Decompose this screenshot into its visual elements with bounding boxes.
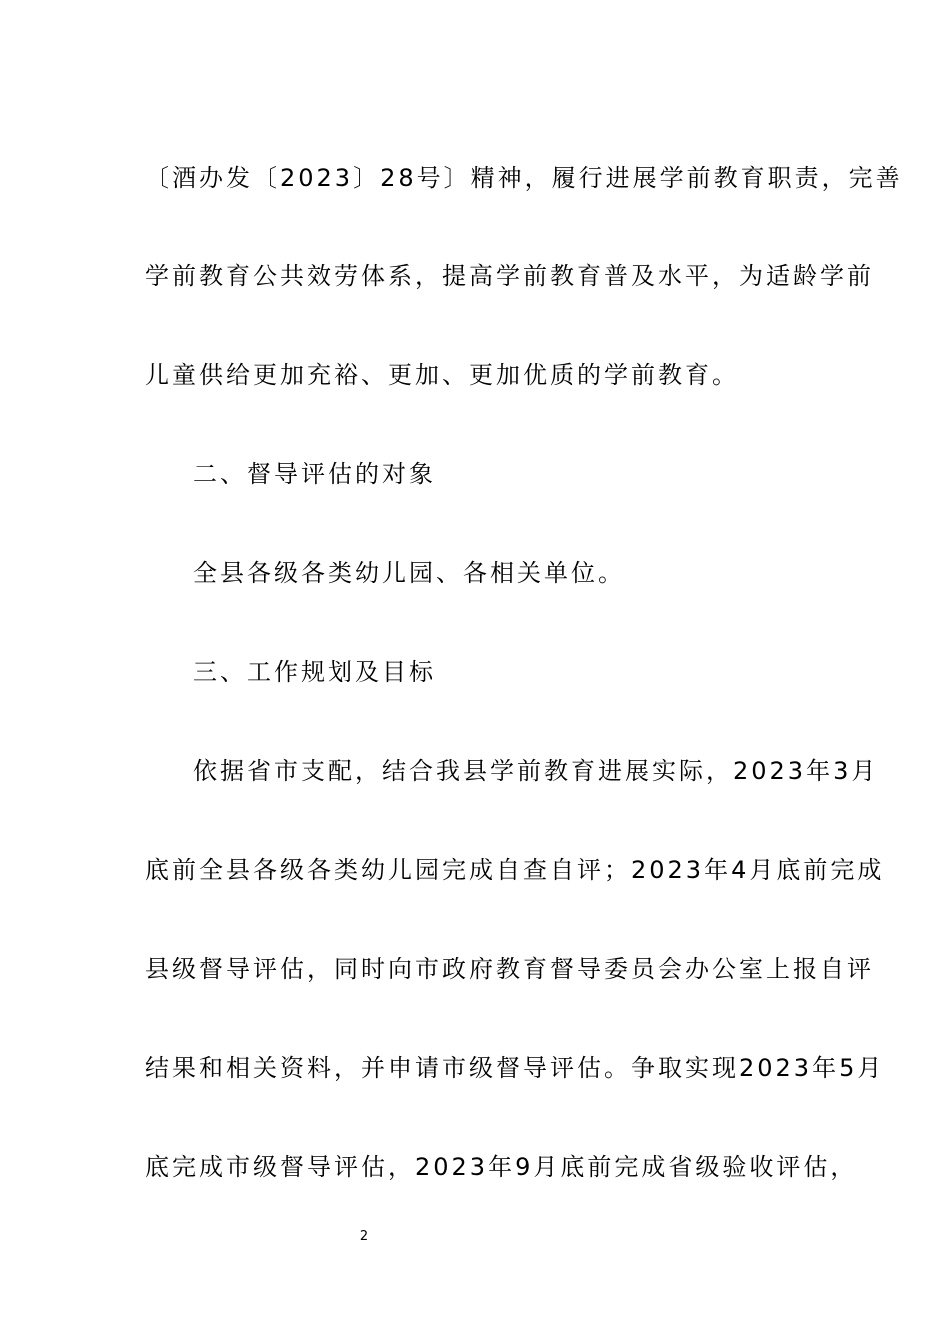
section-heading: 三、工作规划及目标 xyxy=(193,658,436,686)
body-text-line: 结果和相关资料，并申请市级督导评估。争取实现2023年5月 xyxy=(145,1054,885,1082)
page-number: 2 xyxy=(359,1229,369,1244)
body-text-line: 依据省市支配，结合我县学前教育进展实际，2023年3月 xyxy=(193,757,879,785)
section-heading: 二、督导评估的对象 xyxy=(193,460,436,488)
body-text-line: 〔酒办发〔2023〕28号〕精神，履行进展学前教育职责，完善 xyxy=(145,164,903,192)
body-text-line: 儿童供给更加充裕、更加、更加优质的学前教育。 xyxy=(145,361,739,389)
body-text-line: 全县各级各类幼儿园、各相关单位。 xyxy=(193,559,625,587)
body-text-line: 底前全县各级各类幼儿园完成自查自评；2023年4月底前完成 xyxy=(145,856,885,884)
body-text-line: 学前教育公共效劳体系，提高学前教育普及水平，为适龄学前 xyxy=(145,262,874,290)
body-text-line: 县级督导评估，同时向市政府教育督导委员会办公室上报自评 xyxy=(145,955,874,983)
body-text-line: 底完成市级督导评估，2023年9月底前完成省级验收评估， xyxy=(145,1153,858,1181)
